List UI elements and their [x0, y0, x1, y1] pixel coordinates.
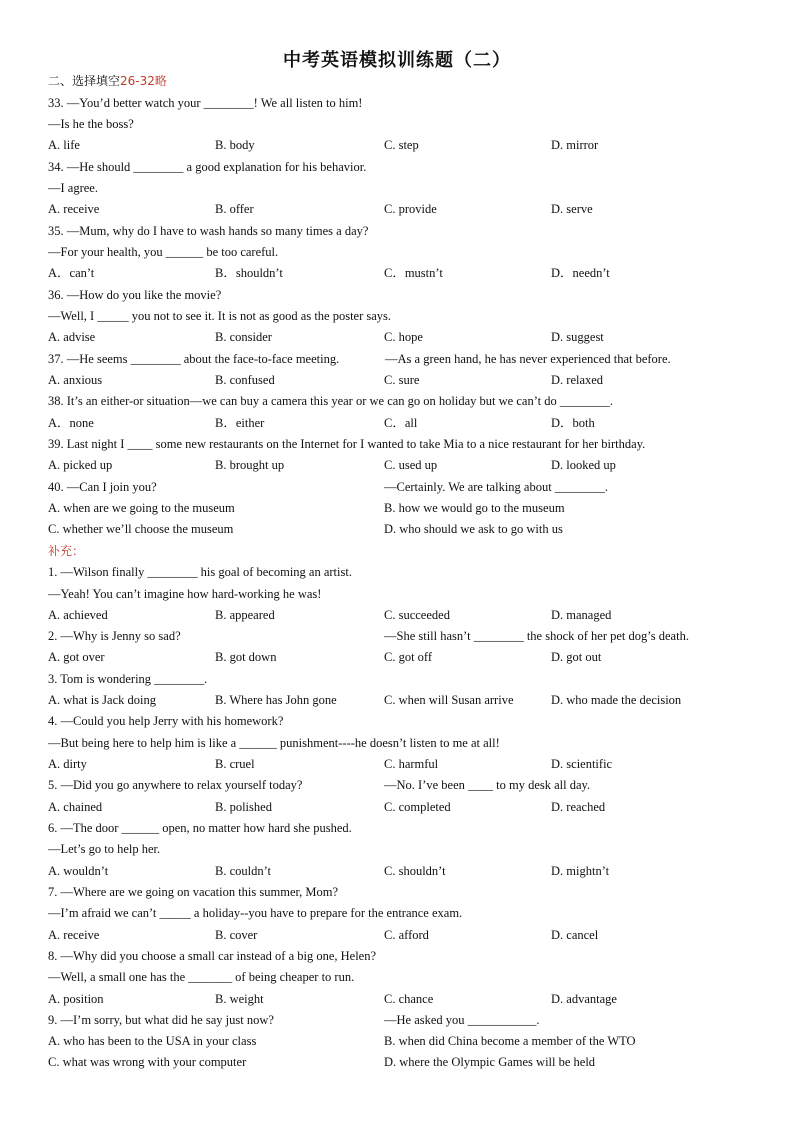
- option-a: A. receive: [48, 202, 100, 216]
- option-d: D. scientific: [551, 757, 613, 771]
- option-a: A. who has been to the USA in your class: [48, 1034, 257, 1048]
- option-d: D. managed: [551, 608, 612, 622]
- option-d: D. where the Olympic Games will be held: [384, 1055, 596, 1069]
- option-a: A. life: [48, 138, 80, 152]
- option-d: D. looked up: [551, 458, 616, 472]
- option-d: D. mirror: [551, 138, 599, 152]
- option-row: [48, 1033, 768, 1049]
- question-reply: —Yeah! You can’t imagine how hard-working he was!: [48, 587, 322, 601]
- option-d: D. got out: [551, 650, 602, 664]
- option-d: D. suggest: [551, 330, 604, 344]
- option-d: D．needn’t: [551, 266, 610, 280]
- option-row: [48, 372, 768, 388]
- option-row: [48, 756, 768, 772]
- question-reply: —I’m afraid we can’t _____ a holiday--you have to prepare for the entrance exam.: [48, 906, 463, 920]
- option-c: C. used up: [384, 458, 438, 472]
- option-c: C. provide: [384, 202, 437, 216]
- option-row: [48, 457, 768, 473]
- option-d: D. mightn’t: [551, 864, 610, 878]
- question-stem: 38. It’s an either-or situation—we can buy a camera this year or we can go on holiday but we can’t do ________.: [48, 394, 613, 408]
- option-b: B．shouldn’t: [215, 266, 283, 280]
- option-a: A. anxious: [48, 373, 103, 387]
- question-stem: 37. —He seems ________ about the face-to-face meeting.: [48, 352, 340, 366]
- option-a: A. what is Jack doing: [48, 693, 156, 707]
- option-a: A．can’t: [48, 266, 95, 280]
- option-b: B. body: [215, 138, 255, 152]
- option-c: C．mustn’t: [384, 266, 443, 280]
- question-stem: 3. Tom is wondering ________.: [48, 672, 208, 686]
- option-a: A．none: [48, 416, 94, 430]
- option-c: C. succeeded: [384, 608, 450, 622]
- option-c: C. when will Susan arrive: [384, 693, 514, 707]
- option-a: A. achieved: [48, 608, 108, 622]
- option-b: B. cover: [215, 928, 258, 942]
- option-a: A. wouldn’t: [48, 864, 109, 878]
- question-stem-row: [48, 628, 768, 644]
- option-d: D. relaxed: [551, 373, 604, 387]
- question-stem: 39. Last night I ____ some new restaurants on the Internet for I wanted to take Mia to a nice restaurant for her birthday.: [48, 437, 646, 451]
- option-row: [48, 521, 768, 537]
- question-stem: 33. —You’d better watch your ________! We all listen to him!: [48, 96, 363, 110]
- section-heading: [48, 73, 167, 89]
- option-a: A. advise: [48, 330, 96, 344]
- option-row: [48, 692, 768, 708]
- option-row: [48, 201, 768, 217]
- option-row: [48, 265, 768, 281]
- option-b: B. weight: [215, 992, 264, 1006]
- option-a: A. receive: [48, 928, 100, 942]
- option-c: C. hope: [384, 330, 423, 344]
- question-reply: —I agree.: [48, 181, 98, 195]
- question-reply: —Is he the boss?: [48, 117, 134, 131]
- question-stem: 9. —I’m sorry, but what did he say just now?: [48, 1013, 274, 1027]
- option-b: B．either: [215, 416, 265, 430]
- option-b: B. Where has John gone: [215, 693, 337, 707]
- question-reply: —No. I’ve been ____ to my desk all day.: [384, 778, 591, 792]
- question-reply: —Well, I _____ you not to see it. It is not as good as the poster says.: [48, 309, 392, 323]
- option-c: C. harmful: [384, 757, 439, 771]
- option-row: [48, 799, 768, 815]
- option-b: B. brought up: [215, 458, 285, 472]
- question-stem: 7. —Where are we going on vacation this summer, Mom?: [48, 885, 339, 899]
- page-title: 中考英语模拟训练题（二）: [283, 50, 511, 71]
- option-b: B. offer: [215, 202, 254, 216]
- option-c: C. afford: [384, 928, 429, 942]
- option-a: A. chained: [48, 800, 103, 814]
- option-b: B. confused: [215, 373, 275, 387]
- option-d: D. reached: [551, 800, 606, 814]
- option-c: C. sure: [384, 373, 420, 387]
- option-d: D. cancel: [551, 928, 599, 942]
- question-stem-row: [48, 479, 768, 495]
- option-row: [48, 1054, 768, 1070]
- option-row: [48, 500, 768, 516]
- question-reply: —As a green hand, he has never experienced that before.: [385, 352, 671, 366]
- option-c: C. completed: [384, 800, 451, 814]
- question-stem-row: [48, 777, 768, 793]
- option-c: C. got off: [384, 650, 433, 664]
- question-stem-row: [48, 1012, 768, 1028]
- option-b: B. polished: [215, 800, 272, 814]
- option-c: C. what was wrong with your computer: [48, 1055, 247, 1069]
- option-row: [48, 991, 768, 1007]
- option-b: B. got down: [215, 650, 277, 664]
- option-d: D．both: [551, 416, 595, 430]
- option-d: D. who should we ask to go with us: [384, 522, 563, 536]
- option-d: D. advantage: [551, 992, 617, 1006]
- option-a: A. picked up: [48, 458, 113, 472]
- question-stem: 5. —Did you go anywhere to relax yourself today?: [48, 778, 303, 792]
- option-c: C. chance: [384, 992, 434, 1006]
- option-c: C. step: [384, 138, 419, 152]
- option-row: [48, 137, 768, 153]
- option-d: D. who made the decision: [551, 693, 682, 707]
- option-b: B. when did China become a member of the WTO: [384, 1034, 636, 1048]
- option-b: B. consider: [215, 330, 272, 344]
- option-a: A. dirty: [48, 757, 87, 771]
- option-c: C．all: [384, 416, 418, 430]
- option-a: A. position: [48, 992, 104, 1006]
- option-row: [48, 927, 768, 943]
- question-reply: —Certainly. We are talking about ________.: [384, 480, 608, 494]
- question-stem: 8. —Why did you choose a small car instead of a big one, Helen?: [48, 949, 377, 963]
- question-stem-row: [48, 351, 768, 367]
- question-stem: 36. —How do you like the movie?: [48, 288, 222, 302]
- option-b: B. how we would go to the museum: [384, 501, 565, 515]
- option-row: [48, 863, 768, 879]
- option-b: B. couldn’t: [215, 864, 272, 878]
- option-a: A. got over: [48, 650, 105, 664]
- question-stem: 40. —Can I join you?: [48, 480, 157, 494]
- section-label: 二、选择填空: [48, 74, 121, 88]
- supplement-heading: 补充：: [48, 544, 85, 558]
- question-reply: —He asked you ___________.: [384, 1013, 540, 1027]
- question-stem: 34. —He should ________ a good explanation for his behavior.: [48, 160, 367, 174]
- question-stem: 6. —The door ______ open, no matter how hard she pushed.: [48, 821, 352, 835]
- option-d: D. serve: [551, 202, 593, 216]
- question-reply: —But being here to help him is like a ______ punishment----he doesn’t listen to me at all!: [48, 736, 500, 750]
- question-stem: 1. —Wilson finally ________ his goal of becoming an artist.: [48, 565, 352, 579]
- question-reply: —Well, a small one has the _______ of being cheaper to run.: [48, 970, 355, 984]
- option-b: B. appeared: [215, 608, 275, 622]
- question-stem: 35. —Mum, why do I have to wash hands so many times a day?: [48, 224, 369, 238]
- option-row: [48, 329, 768, 345]
- option-row: [48, 607, 768, 623]
- option-c: C. shouldn’t: [384, 864, 446, 878]
- section-note: 26-32略: [120, 74, 167, 88]
- option-row: [48, 649, 768, 665]
- question-reply: —Let’s go to help her.: [48, 842, 161, 856]
- question-reply: —She still hasn’t ________ the shock of her pet dog’s death.: [384, 629, 689, 643]
- option-b: B. cruel: [215, 757, 255, 771]
- question-stem: 4. —Could you help Jerry with his homework?: [48, 714, 284, 728]
- option-row: [48, 415, 768, 431]
- question-stem: 2. —Why is Jenny so sad?: [48, 629, 181, 643]
- option-c: C. whether we’ll choose the museum: [48, 522, 234, 536]
- option-a: A. when are we going to the museum: [48, 501, 235, 515]
- question-reply: —For your health, you ______ be too careful.: [48, 245, 279, 259]
